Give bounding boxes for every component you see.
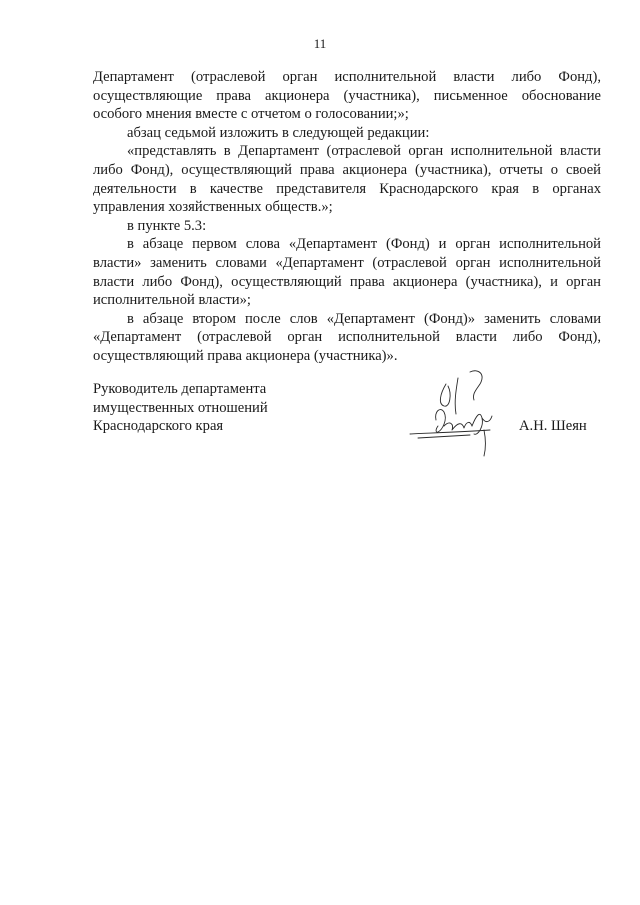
paragraph-6: в абзаце втором после слов «Департамент (Фонд)» заменить словами «Департамент (отраслевой орган исполнительной власти либо Фонд), осуществляющий права акционера (участника)». xyxy=(93,310,601,364)
paragraph-2: абзац седьмой изложить в следующей редакции: xyxy=(127,124,430,141)
signatory-position-line-1: Руководитель департамента xyxy=(93,381,267,397)
signatory-position-line-2: имущественных отношений xyxy=(93,399,268,416)
paragraph-5: в абзаце первом слова «Департамент (Фонд) и орган исполнительной власти» заменить словами «Департамент (отраслевой орган исполнительной власти либо Фонд), осуществляющий права акционера (участника), и орган исполнительной власти»; xyxy=(93,236,601,309)
paragraph-1: Департамент (отраслевой орган исполнительной власти либо Фонд), осуществляющие права акционера (участника), письменное обоснование особого мнения вместе с отчетом о голосовании;»; xyxy=(93,69,601,123)
page-number: 11 xyxy=(313,36,327,51)
signatory-position xyxy=(93,380,268,436)
signatory-name: А.Н. Шеян xyxy=(519,418,587,434)
document-body xyxy=(93,68,601,366)
signatory-position-line-3: Краснодарского края xyxy=(93,418,224,435)
handwritten-signature xyxy=(400,364,510,464)
paragraph-3: «представлять в Департамент (отраслевой орган исполнительной власти либо Фонд), осуществляющий права акционера (участника), отчеты о своей деятельности в качестве представителя Краснодарского края в органах управления хозяйственных обществ.»; xyxy=(93,143,601,216)
paragraph-4: в пункте 5.3: xyxy=(127,217,207,234)
